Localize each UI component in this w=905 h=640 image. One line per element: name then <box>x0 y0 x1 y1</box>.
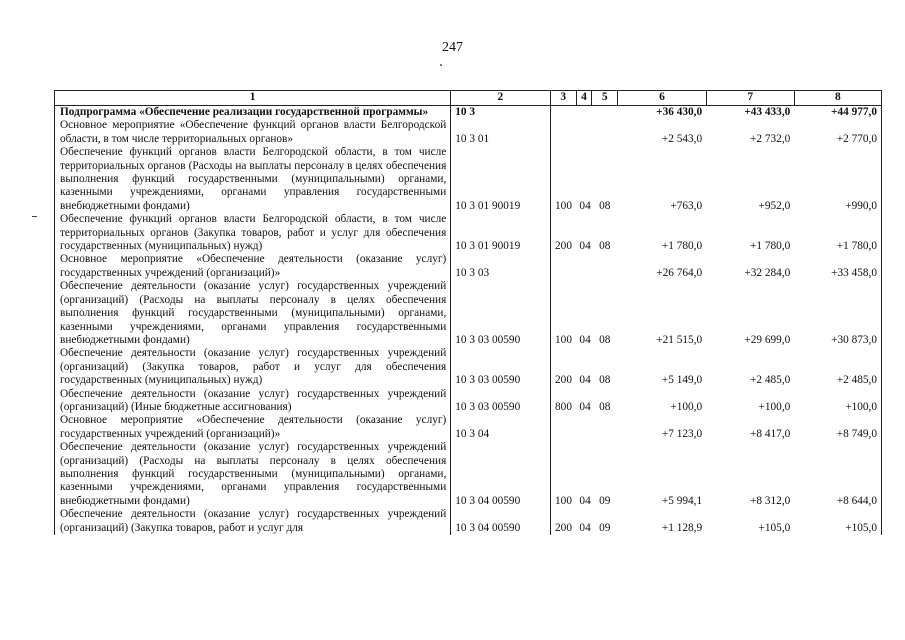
row-rz-cell: 04 <box>579 400 591 413</box>
row-name-cell: Обеспечение деятельности (оказание услуг) государственных учреждений (организаций) (Закупка товаров, работ и услуг для <box>55 508 451 535</box>
row-rz-cell <box>576 106 591 120</box>
row-name-cell: Основное мероприятие «Обеспечение деятельности (оказание услуг) государственных учреждений (организаций)» <box>55 253 451 280</box>
row-code-cell: 10 3 04 <box>451 414 550 441</box>
table-row <box>55 388 882 415</box>
row-pr-cell <box>592 119 618 146</box>
row-pr-cell: 08 <box>599 240 611 253</box>
budget-table <box>54 90 882 535</box>
row-name-cell: Обеспечение деятельности (оказание услуг) государственных учреждений (организаций) (Расходы на выплаты персоналу в целях обеспечения выполнения функций государственными (муниципальными) органами, казенными учреждениями, органами управления государственными внебюджетными фондами) <box>55 441 451 508</box>
row-value-col8: +44 977,0 <box>794 106 881 120</box>
row-value-col6: +7 123,0 <box>661 427 703 440</box>
header-col-3: 3 <box>550 91 576 106</box>
table-row <box>55 441 882 508</box>
row-rz-cell: 04 <box>579 374 591 387</box>
row-code-cell: 10 3 03 00590 <box>451 280 550 347</box>
row-name-cell: Подпрограмма «Обеспечение реализации государственной программы» <box>55 106 451 120</box>
row-code-cell: 10 3 04 00590 <box>451 441 550 508</box>
row-value-col6: +2 543,0 <box>661 132 703 145</box>
page-number: 247 <box>442 40 463 55</box>
row-vr-cell: 200 <box>555 521 572 534</box>
row-vr-cell <box>550 253 576 280</box>
row-code-cell: 10 3 03 <box>451 253 550 280</box>
row-pr-cell <box>592 106 618 120</box>
row-value-col8: +105,0 <box>794 508 881 535</box>
row-value-col8: +990,0 <box>794 146 881 213</box>
table-row <box>55 119 882 146</box>
header-col-2: 2 <box>451 91 550 106</box>
row-name-cell: Обеспечение функций органов власти Белгородской области, в том числе территориальных органов (Закупка товаров, работ и услуг для обеспечения государственных (муниципальных) нужд) <box>55 213 451 253</box>
row-pr-cell: 08 <box>599 400 611 413</box>
row-pr-cell: 09 <box>599 521 611 534</box>
header-col-1: 1 <box>55 91 451 106</box>
table-row <box>55 253 882 280</box>
table-row <box>55 347 882 387</box>
row-value-col7: +100,0 <box>758 400 791 413</box>
row-value-col6: +36 430,0 <box>656 106 703 118</box>
row-value-col6: +5 994,1 <box>661 494 703 507</box>
row-value-col8: +2 485,0 <box>794 347 881 387</box>
row-name-cell: Основное мероприятие «Обеспечение деятельности (оказание услуг) государственных учреждений (организаций)» <box>55 414 451 441</box>
row-pr-cell: 08 <box>599 199 611 212</box>
row-value-col7: +8 312,0 <box>750 494 791 507</box>
margin-mark <box>32 216 37 217</box>
row-value-col8: +8 644,0 <box>794 441 881 508</box>
row-value-col8: +2 770,0 <box>794 119 881 146</box>
row-pr-cell <box>592 414 618 441</box>
row-value-col7: +2 485,0 <box>750 374 791 387</box>
table-row <box>55 146 882 213</box>
header-row <box>55 91 882 106</box>
row-name-cell: Обеспечение деятельности (оказание услуг) государственных учреждений (организаций) (Закупка товаров, работ и услуг для обеспечения государственных (муниципальных) нужд) <box>55 347 451 387</box>
row-code-cell: 10 3 03 00590 <box>451 388 550 415</box>
row-pr-cell: 08 <box>599 333 611 346</box>
row-vr-cell <box>550 414 576 441</box>
row-rz-cell: 04 <box>579 199 591 212</box>
row-value-col7: +2 732,0 <box>750 132 791 145</box>
row-value-col6: +1 780,0 <box>661 240 703 253</box>
row-value-col6: +100,0 <box>670 400 703 413</box>
row-value-col8: +8 749,0 <box>794 414 881 441</box>
table-row <box>55 280 882 347</box>
row-rz-cell <box>576 253 591 280</box>
row-code-cell: 10 3 03 00590 <box>451 347 550 387</box>
row-value-col8: +1 780,0 <box>794 213 881 253</box>
row-rz-cell: 04 <box>579 240 591 253</box>
row-rz-cell: 04 <box>579 333 591 346</box>
header-col-5: 5 <box>592 91 618 106</box>
row-rz-cell <box>576 119 591 146</box>
row-code-cell: 10 3 01 90019 <box>451 146 550 213</box>
table-header <box>55 91 882 106</box>
row-value-col7: +29 699,0 <box>744 333 791 346</box>
row-value-col7: +105,0 <box>758 521 791 534</box>
row-value-col6: +763,0 <box>670 199 703 212</box>
table-body <box>55 106 882 536</box>
row-value-col7: +32 284,0 <box>744 266 791 279</box>
row-value-col8: +30 873,0 <box>794 280 881 347</box>
row-pr-cell: 09 <box>599 494 611 507</box>
row-vr-cell: 800 <box>555 400 572 413</box>
row-rz-cell <box>576 414 591 441</box>
row-vr-cell: 100 <box>555 199 572 212</box>
row-name-cell: Обеспечение деятельности (оказание услуг) государственных учреждений (организаций) (Иные бюджетные ассигнования) <box>55 388 451 415</box>
row-vr-cell <box>550 119 576 146</box>
row-value-col7: +8 417,0 <box>750 427 791 440</box>
row-vr-cell: 200 <box>555 240 572 253</box>
row-vr-cell: 100 <box>555 494 572 507</box>
row-code-cell: 10 3 01 <box>451 119 550 146</box>
row-value-col7: +43 433,0 <box>744 106 791 118</box>
row-pr-cell <box>592 253 618 280</box>
table-row <box>55 414 882 441</box>
scan-speck <box>440 64 442 66</box>
row-name-cell: Основное мероприятие «Обеспечение функций органов власти Белгородской области, в том числе территориальных органов» <box>55 119 451 146</box>
row-vr-cell: 200 <box>555 374 572 387</box>
header-col-8: 8 <box>794 91 881 106</box>
table-row <box>55 508 882 535</box>
row-code-cell: 10 3 01 90019 <box>451 213 550 253</box>
row-value-col8: +100,0 <box>794 388 881 415</box>
row-value-col7: +1 780,0 <box>750 240 791 253</box>
row-name-cell: Обеспечение деятельности (оказание услуг) государственных учреждений (организаций) (Расходы на выплаты персоналу в целях обеспечения выполнения функций государственными (муниципальными) органами, казенными учреждениями, органами управления государственными внебюджетными фондами) <box>55 280 451 347</box>
row-value-col7: +952,0 <box>758 199 791 212</box>
row-pr-cell: 08 <box>599 374 611 387</box>
row-value-col6: +26 764,0 <box>656 266 703 279</box>
row-value-col6: +5 149,0 <box>661 374 703 387</box>
row-value-col6: +1 128,9 <box>661 521 703 534</box>
table-row <box>55 106 882 120</box>
row-name-cell: Обеспечение функций органов власти Белгородской области, в том числе территориальных органов (Расходы на выплаты персоналу в целях обеспечения выполнения функций государственными (муниципальными) органами, казенными учреждениями, органами управления государственными внебюджетными фондами) <box>55 146 451 213</box>
row-code-cell: 10 3 <box>451 106 550 120</box>
row-rz-cell: 04 <box>579 494 591 507</box>
row-vr-cell: 100 <box>555 333 572 346</box>
header-col-6: 6 <box>618 91 706 106</box>
table-row <box>55 213 882 253</box>
header-col-4: 4 <box>576 91 591 106</box>
header-col-7: 7 <box>706 91 794 106</box>
row-code-cell: 10 3 04 00590 <box>451 508 550 535</box>
row-rz-cell: 04 <box>579 521 591 534</box>
row-vr-cell <box>550 106 576 120</box>
row-value-col8: +33 458,0 <box>794 253 881 280</box>
row-value-col6: +21 515,0 <box>656 333 703 346</box>
